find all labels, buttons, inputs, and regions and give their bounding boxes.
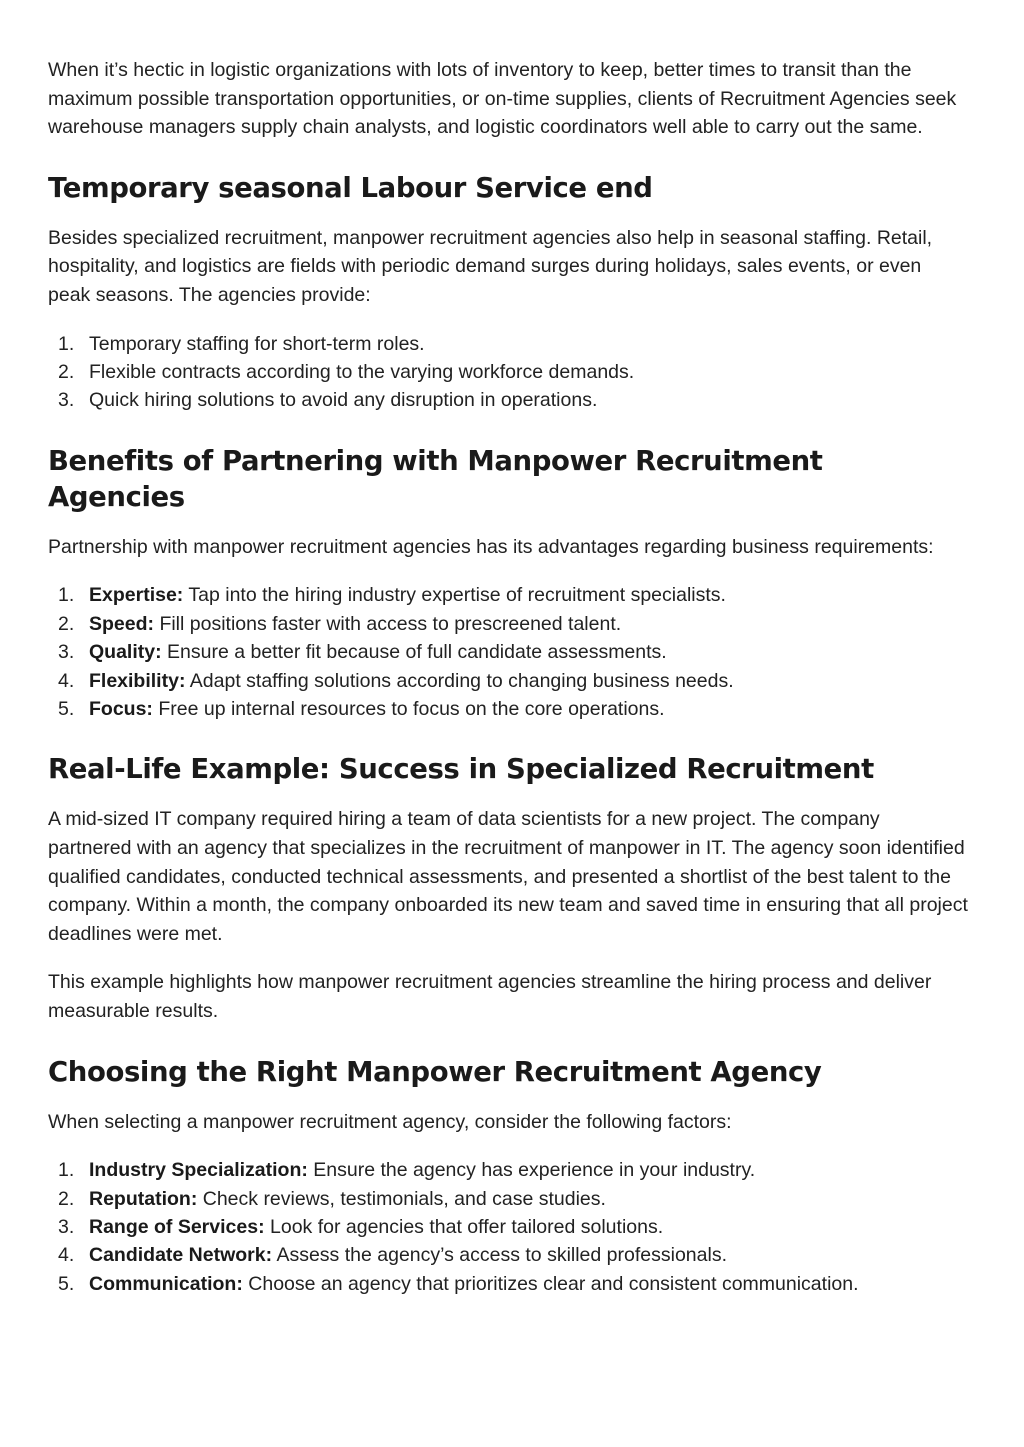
list-item-number: 1. [58, 1159, 75, 1182]
list-item-label: Speed: [89, 612, 155, 635]
list-item [48, 1156, 968, 1184]
list-item [48, 581, 968, 609]
list-item [48, 386, 968, 414]
section-paragraph: When selecting a manpower recruitment agency, consider the following factors: [48, 1110, 732, 1133]
list-item-text: Check reviews, testimonials, and case studies. [202, 1187, 606, 1210]
list-item-text: Ensure the agency has experience in your industry. [313, 1159, 756, 1182]
section-benefits [48, 443, 968, 724]
section-heading: Choosing the Right Manpower Recruitment Agency [48, 1055, 822, 1088]
list-item-text: Fill positions faster with access to prescreened talent. [159, 612, 622, 635]
list-item-number: 2. [58, 1187, 75, 1210]
list-item-label: Expertise: [89, 584, 184, 607]
list-item-label: Flexibility: [89, 669, 186, 692]
list-item-text: Flexible contracts according to the varying workforce demands. [89, 360, 635, 383]
numbered-list [48, 581, 968, 723]
list-item-number: 2. [58, 360, 75, 383]
list-item-label: Communication: [89, 1272, 243, 1295]
list-item-text: Choose an agency that prioritizes clear and consistent communication. [248, 1272, 859, 1295]
list-item [48, 358, 968, 386]
section-heading: Benefits of Partnering with Manpower Recruitment Agencies [48, 444, 823, 513]
list-item-number: 1. [58, 332, 75, 355]
list-item [48, 1270, 968, 1298]
list-item-text: Free up internal resources to focus on the core operations. [158, 698, 665, 720]
list-item-text: Temporary staffing for short-term roles. [89, 332, 425, 355]
list-item-number: 2. [58, 612, 75, 635]
list-item-label: Quality: [89, 641, 162, 664]
document-page [48, 56, 968, 1298]
list-item [48, 695, 968, 723]
intro-paragraph: When it’s hectic in logistic organizations with lots of inventory to keep, better times to transit than the maximum possible transportation opportunities, or on-time supplies, clients of Recruitment Agencies seek warehouse managers supply chain analysts, and logistic coordinators well able to carry out the same. [48, 59, 957, 139]
list-item-number: 1. [58, 584, 75, 607]
list-item-number: 4. [58, 1244, 75, 1267]
list-item-number: 3. [58, 389, 75, 412]
list-item-text: Adapt staffing solutions according to changing business needs. [189, 669, 734, 692]
list-item-text: Quick hiring solutions to avoid any disruption in operations. [89, 389, 598, 412]
section-paragraph: Besides specialized recruitment, manpower recruitment agencies also help in seasonal staffing. Retail, hospitality, and logistics are fields with periodic demand surges during holidays, sales events, or even peak seasons. The agencies provide: [48, 226, 933, 306]
list-item [48, 610, 968, 638]
section-temporary-seasonal-labour [48, 170, 968, 415]
list-item-number: 5. [58, 698, 75, 720]
list-item [48, 1213, 968, 1241]
list-item-label: Reputation: [89, 1187, 198, 1210]
section-paragraph: This example highlights how manpower recruitment agencies streamline the hiring process and deliver measurable results. [48, 971, 932, 1022]
list-item-label: Range of Services: [89, 1215, 265, 1238]
list-item-text: Look for agencies that offer tailored solutions. [270, 1215, 664, 1238]
list-item [48, 1185, 968, 1213]
list-item [48, 1241, 968, 1269]
section-paragraph: A mid-sized IT company required hiring a team of data scientists for a new project. The company partnered with an agency that specializes in the recruitment of manpower in IT. The agency soon identified qualified candidates, conducted technical assessments, and presented a shortlist of the best talent to the company. Within a month, the company onboarded its new team and saved time in ensuring that all project deadlines were met. [48, 808, 968, 945]
section-choosing-agency [48, 1054, 968, 1299]
section-real-life-example [48, 751, 968, 1025]
section-paragraph: Partnership with manpower recruitment agencies has its advantages regarding business requirements: [48, 535, 934, 558]
list-item-text: Assess the agency’s access to skilled professionals. [276, 1244, 727, 1267]
list-item-number: 3. [58, 1215, 75, 1238]
list-item-label: Candidate Network: [89, 1244, 273, 1267]
list-item-label: Industry Specialization: [89, 1159, 308, 1182]
list-item [48, 330, 968, 358]
list-item-text: Tap into the hiring industry expertise of recruitment specialists. [188, 584, 726, 607]
section-heading: Temporary seasonal Labour Service end [48, 171, 653, 204]
list-item-number: 3. [58, 641, 75, 664]
numbered-list [48, 330, 968, 415]
list-item [48, 638, 968, 666]
list-item-label: Focus: [89, 698, 153, 720]
list-item-number: 5. [58, 1272, 75, 1295]
list-item [48, 667, 968, 695]
list-item-number: 4. [58, 669, 75, 692]
list-item-text: Ensure a better fit because of full candidate assessments. [167, 641, 667, 664]
section-heading: Real-Life Example: Success in Specialized Recruitment [48, 753, 874, 786]
numbered-list [48, 1156, 968, 1298]
